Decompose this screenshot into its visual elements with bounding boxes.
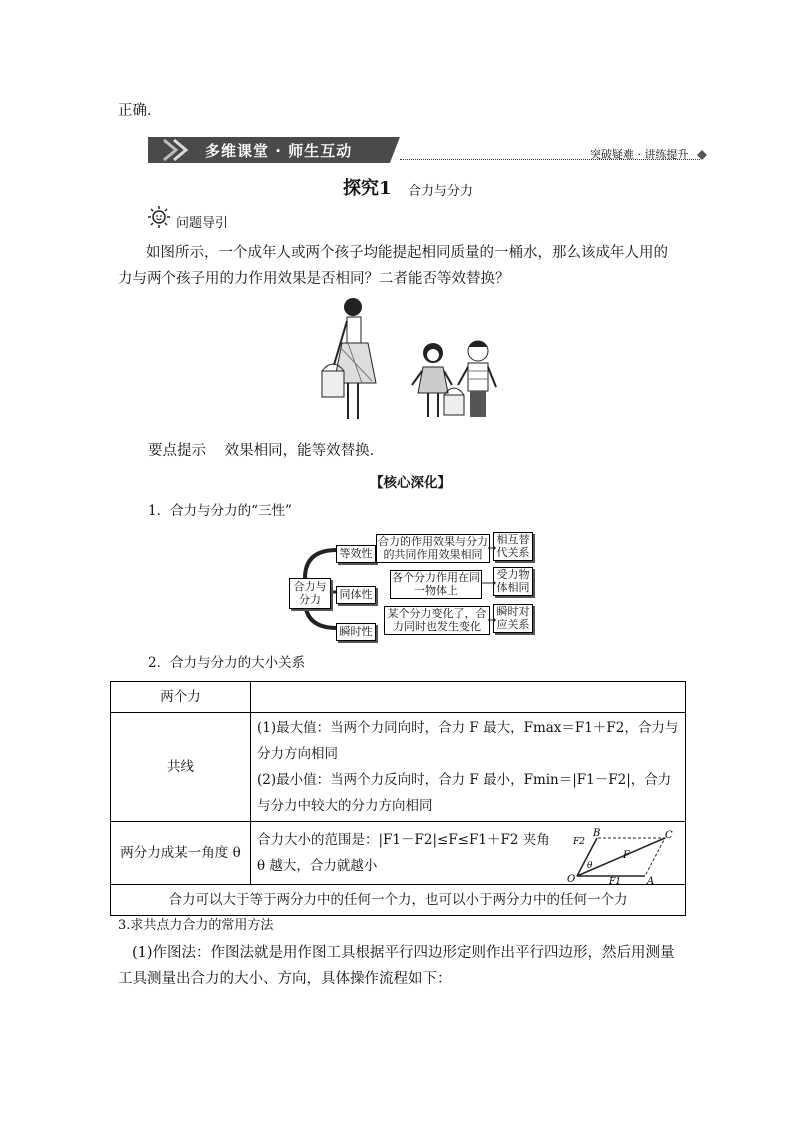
guide-label: 问题导引	[176, 216, 229, 231]
table-row	[111, 713, 686, 822]
banner-title-part1: 多维课堂	[205, 142, 270, 160]
collinear-max: (1)最大值：当两个力同向时，合力 F 最大，Fmax＝F1＋F2，合力与分力方向相同	[257, 720, 679, 762]
banner-title-part2: 师生互动	[288, 142, 353, 160]
label-a: A	[647, 876, 655, 884]
force-relation-table	[110, 681, 686, 916]
banner-title	[205, 140, 352, 161]
table-row	[111, 885, 686, 916]
item3-title: 3.求共点力合力的常用方法	[118, 918, 274, 933]
table-row	[111, 822, 686, 885]
diagram-arrows	[374, 540, 496, 640]
diagram-relation-2: 受力物体相同	[493, 567, 533, 596]
label-f2: F2	[573, 837, 585, 847]
item1-title: 1．合力与分力的“三性”	[148, 503, 292, 519]
label-b: B	[593, 828, 601, 839]
label-f: F	[623, 850, 630, 861]
label-f1: F1	[609, 877, 621, 884]
table-row	[111, 682, 686, 713]
collinear-content	[251, 713, 686, 822]
label-c: C	[665, 830, 673, 841]
banner-tagline: 突破疑难 · 讲练提升	[590, 148, 689, 161]
label-theta: θ	[587, 861, 593, 871]
diagram-property-1: 等效性	[336, 545, 376, 563]
section-subtitle: 合力与分力	[408, 184, 474, 199]
top-text: 正确．	[118, 103, 162, 119]
diagram-property-3: 瞬时性	[336, 623, 376, 641]
collinear-min: (2)最小值：当两个力反向时，合力 F 最小，Fmin＝|F1－F2|，合力与分力中较大的分力方向相同	[257, 772, 672, 814]
parallelogram-figure	[565, 828, 675, 884]
angle-label: 两分力成某一角度 θ	[111, 822, 251, 885]
key-point-text: 效果相同，能等效替换．	[224, 443, 385, 459]
item2-title: 2．合力与分力的大小关系	[148, 655, 306, 671]
diamond-icon	[697, 150, 707, 160]
section-title: 探究1	[343, 178, 392, 199]
diagram-relation-1: 相互替代关系	[493, 532, 533, 561]
key-point	[148, 438, 384, 464]
diagram-property-2: 同体性	[336, 586, 376, 604]
table-footer: 合力可以大于等于两分力中的任何一个力，也可以小于两分力中的任何一个力	[111, 885, 686, 916]
label-o: O	[567, 874, 576, 884]
collinear-label: 共线	[111, 713, 251, 822]
guide-question: 如图所示，一个成年人或两个孩子均能提起相同质量的一桶水，那么该成年人用的力与两个孩子用的力作用效果是否相同？二者能否等效替换？	[118, 245, 668, 287]
diagram-description-2: 各个分力作用在同一物体上	[392, 571, 480, 597]
method1-text: (1)作图法：作图法就是用作图工具根据平行四边形定则作出平行四边形，然后用测量工具测量出合力的大小、方向，具体操作流程如下：	[118, 945, 675, 987]
table-header-cell: 两个力	[111, 682, 251, 713]
angle-text: 合力大小的范围是：|F1－F2|≤F≤F1＋F2 夹角 θ 越大，合力就越小	[257, 832, 550, 874]
diagram-center: 合力与分力	[289, 578, 331, 609]
bucket-carrying-illustration	[318, 295, 508, 425]
sun-smiley-icon	[148, 206, 170, 228]
diagram-relation-3: 瞬时对应关系	[493, 604, 533, 633]
diagram-description-3: 某个分力变化了，合力同时也发生变化	[384, 606, 490, 635]
chevron-icon	[160, 137, 200, 163]
diagram-description-1: 合力的作用效果与分力的共同作用效果相同	[378, 535, 488, 561]
core-title: 【核心深化】	[370, 475, 451, 491]
banner-separator: ·	[275, 142, 282, 160]
key-point-label: 要点提示	[148, 443, 206, 459]
angle-content	[251, 822, 686, 885]
table-header-empty	[251, 682, 686, 713]
